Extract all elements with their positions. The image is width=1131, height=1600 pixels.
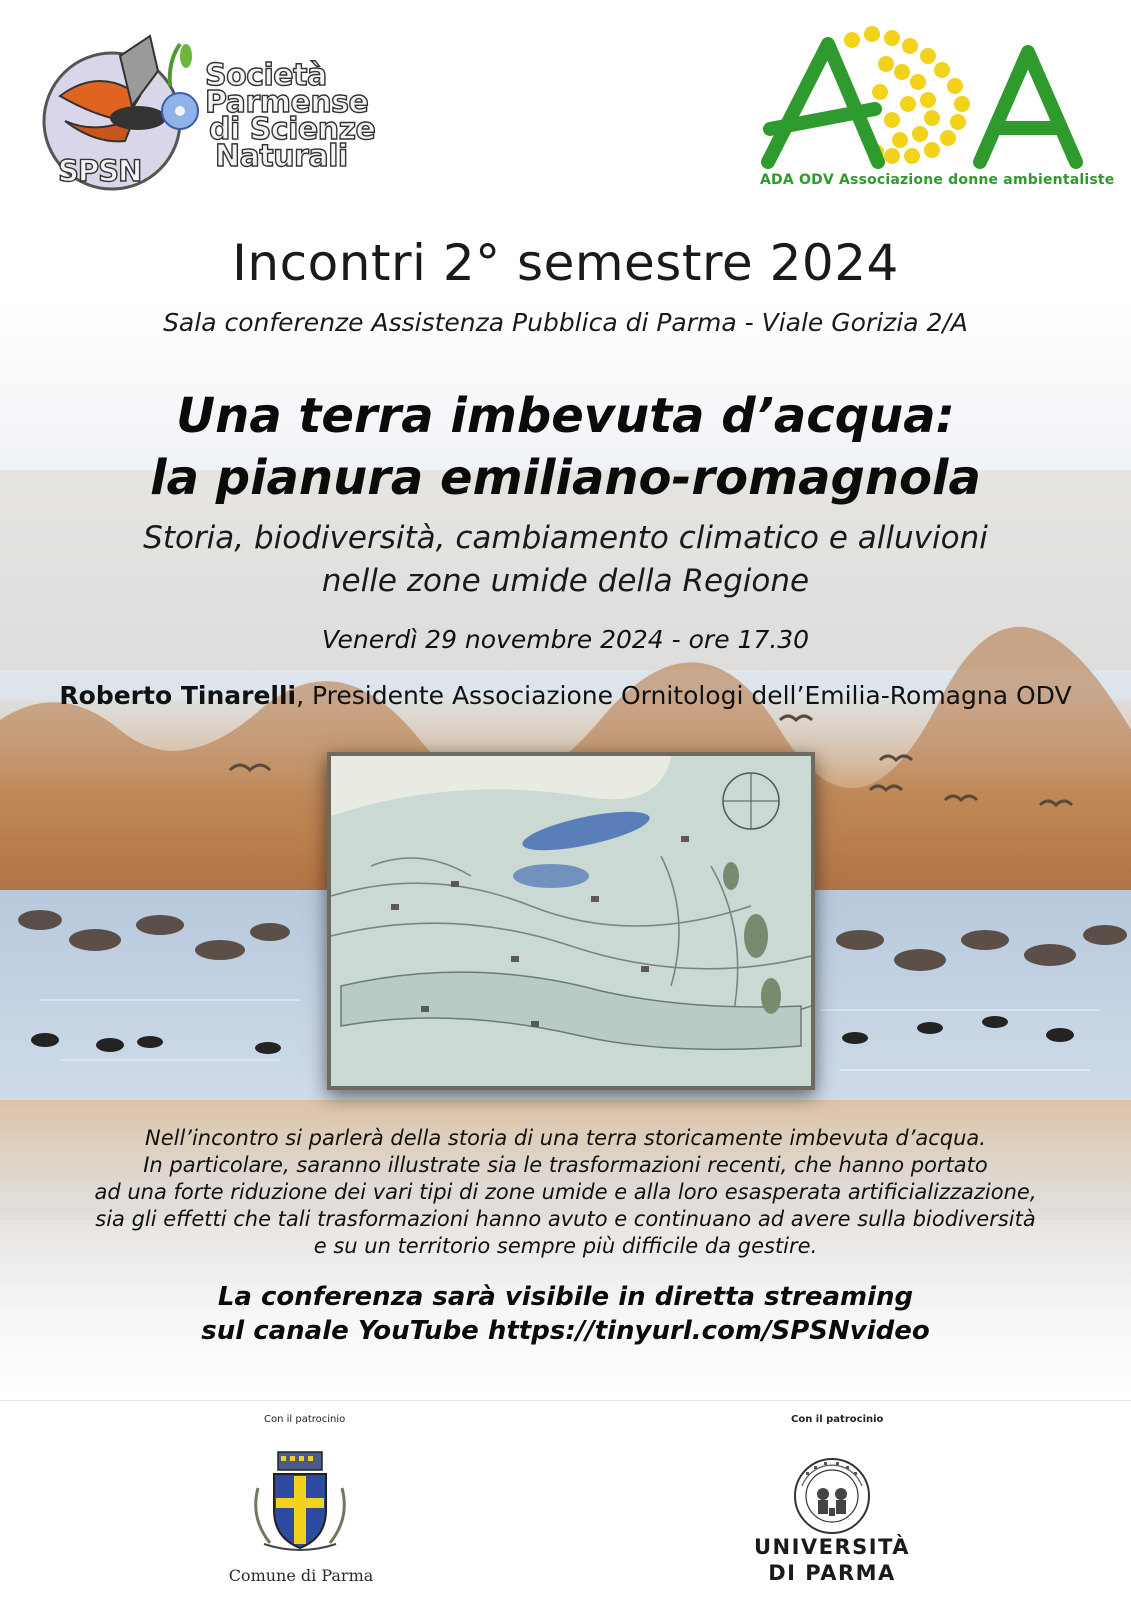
event-date-time: Venerdì 29 novembre 2024 - ore 17.30: [321, 625, 810, 654]
event-subtitle-line-1: Storia, biodiversità, cambiamento climatico e alluvioni: [143, 520, 988, 556]
university-name-line-2: DI PARMA: [768, 1561, 896, 1585]
event-subtitle-line-2: nelle zone umide della Regione: [321, 563, 810, 599]
spsn-name-line-3: di Scienze: [209, 112, 376, 147]
description-line-2: In particolare, saranno illustrate sia le trasformazioni recenti, che hanno portato: [143, 1153, 988, 1177]
speaker-role: , Presidente Associazione Ornitologi dell’Emilia-Romagna ODV: [296, 681, 1072, 710]
venue-line: Sala conferenze Assistenza Pubblica di Parma - Viale Gorizia 2/A: [163, 308, 968, 337]
spsn-name: [205, 58, 376, 174]
ada-caption: ADA ODV Associazione donne ambientaliste: [760, 172, 1115, 188]
footer-divider: [0, 1400, 1131, 1401]
spsn-name-line-4: Naturali: [215, 139, 348, 174]
speaker-line: [0, 681, 1131, 710]
streaming-link-line[interactable]: sul canale YouTube https://tinyurl.com/SPSNvideo: [201, 1316, 930, 1346]
university-name-line-1: UNIVERSITÀ: [753, 1535, 911, 1559]
series-title: Incontri 2° semestre 2024: [232, 234, 899, 292]
description-line-5: e su un territorio sempre più difficile da gestire.: [313, 1234, 818, 1258]
left-patronage-label: Con il patrocinio: [264, 1414, 346, 1425]
description-line-3: ad una forte riduzione dei vari tipi di zone umide e alla loro esasperata artificializzazione,: [94, 1180, 1037, 1204]
description-line-1: Nell’incontro si parlerà della storia di una terra storicamente imbevuta d’acqua.: [145, 1126, 986, 1150]
ada-logo: [760, 24, 1115, 199]
comune-di-parma-crest-icon: [250, 1448, 350, 1558]
right-patronage-label: Con il patrocinio: [791, 1414, 884, 1425]
ada-emblem-icon: [760, 24, 1090, 174]
spsn-name-line-1: Società: [205, 58, 327, 93]
comune-di-parma-name: Comune di Parma: [228, 1566, 374, 1585]
spsn-badge-text: SPSN: [58, 154, 142, 188]
speaker-name: Roberto Tinarelli: [59, 681, 297, 710]
university-name: [752, 1534, 912, 1586]
description-line-4: sia gli effetti che tali trasformazioni hanno avuto e continuano ad avere sulla biodiversità: [95, 1207, 1036, 1231]
historical-map-image: [327, 752, 815, 1090]
streaming-line-1: La conferenza sarà visibile in diretta streaming: [217, 1282, 914, 1312]
event-title-line-1: Una terra imbevuta d’acqua:: [176, 388, 955, 444]
spsn-logo: [40, 26, 380, 196]
university-seal-icon: [792, 1456, 872, 1536]
spsn-name-line-2: Parmense: [205, 85, 369, 120]
map-drawing: [331, 756, 811, 1086]
event-title-line-2: la pianura emiliano-romagnola: [150, 450, 981, 506]
